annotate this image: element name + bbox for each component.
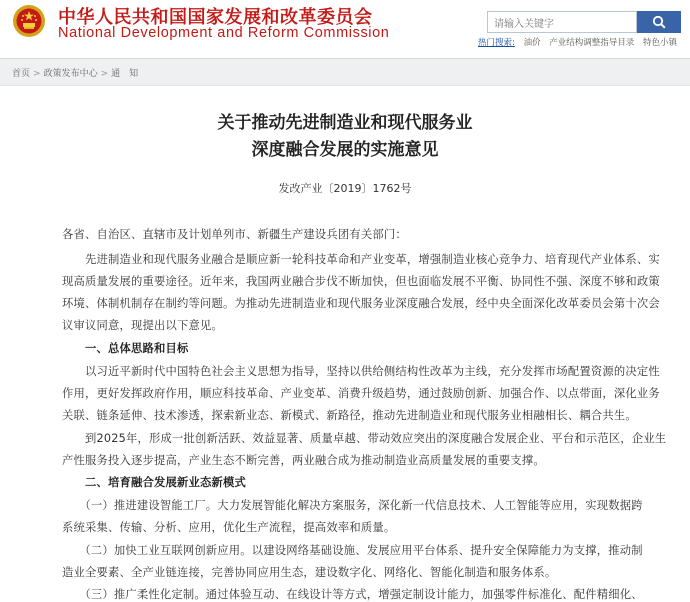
- paragraph-line: 以习近平新时代中国特色社会主义思想为指导，坚持以供给侧结构性改革为主线，充分发挥市场配置资源的决定性: [62, 365, 660, 378]
- hot-search: [478, 36, 688, 48]
- breadcrumb-separator: >: [100, 69, 109, 79]
- paragraph-line: 系统采集、传输、分析、应用，优化生产流程，提高效率和质量。: [62, 521, 396, 534]
- breadcrumb: [12, 66, 138, 79]
- breadcrumb-home[interactable]: 首页: [12, 69, 31, 79]
- paragraph-line: 作用，更好发挥政府作用，顺应科技革命、产业变革、消费升级趋势，通过鼓励创新、加强合作、以点带面，深化业务: [62, 387, 660, 400]
- breadcrumb-separator: >: [33, 69, 41, 79]
- breadcrumb-policy-center[interactable]: 政策发布中心: [43, 69, 98, 79]
- paragraph-line: （三）推广柔性化定制。通过体验互动、在线设计等方式，增强定制设计能力，加强零件标准化、配件精细化、: [62, 588, 643, 601]
- paragraph-line: （一）推进建设智能工厂。大力发展智能化解决方案服务，深化新一代信息技术、人工智能等应用，实现数据跨: [62, 499, 643, 512]
- hot-search-item[interactable]: 产业结构调整指导目录: [549, 38, 635, 48]
- paragraph-line: （二）加快工业互联网创新应用。以建设网络基础设施、发展应用平台体系、提升安全保障能力为支撑，推动制: [62, 544, 643, 557]
- paragraph-line: 产性服务投入逐步提高，产业生态不断完善，两业融合成为推动制造业高质量发展的重要支撑。: [62, 454, 545, 467]
- national-emblem-icon[interactable]: [12, 4, 46, 38]
- paragraph-line: 现高质量发展的重要途径。近年来，我国两业融合步伐不断加快，但也面临发展不平衡、协同性不强、深度不够和政策: [62, 275, 660, 288]
- site-title-cn[interactable]: 中华人民共和国国家发展和改革委员会: [58, 7, 373, 28]
- search-button[interactable]: [637, 11, 681, 33]
- document-title-line2: 深度融合发展的实施意见: [251, 140, 439, 160]
- paragraph-line: 到2025年，形成一批创新活跃、效益显著、质量卓越、带动效应突出的深度融合发展企业、平台和示范区，企业生: [62, 432, 667, 445]
- document-number: 发改产业〔2019〕1762号: [278, 182, 412, 195]
- paragraph-line: 先进制造业和现代服务业融合是顺应新一轮科技革命和产业变革，增强制造业核心竞争力、培育现代产业体系、实: [62, 253, 660, 266]
- paragraph-line: 环境、体制机制存在制约等问题。为推动先进制造业和现代服务业深度融合发展，经中央全面深化改革委员会第十次会: [62, 297, 660, 310]
- search-icon: [652, 15, 666, 29]
- breadcrumb-notice[interactable]: 通 知: [111, 69, 139, 79]
- site-header: [0, 0, 690, 55]
- document-title-line1: 关于推动先进制造业和现代服务业: [217, 113, 473, 133]
- hot-search-item[interactable]: 油价: [523, 38, 541, 48]
- paragraph-line: 关联、链条延伸、技术渗透，探索新业态、新模式、新路径，推动先进制造业和现代服务业相融相长、耦合共生。: [62, 409, 637, 422]
- site-title-en[interactable]: National Development and Reform Commission: [58, 25, 390, 41]
- salutation: 各省、自治区、直辖市及计划单列市、新疆生产建设兵团有关部门：: [62, 228, 407, 241]
- hot-search-label[interactable]: 热门搜索:: [478, 38, 515, 48]
- section-heading: 一、总体思路和目标: [62, 342, 189, 355]
- hot-search-item[interactable]: 特色小镇: [643, 38, 678, 48]
- paragraph-line: 议审议同意，现提出以下意见。: [62, 319, 223, 332]
- paragraph-line: 造业全要素、全产业链连接，完善协同应用生态，建设数字化、网络化、智能化制造和服务体系。: [62, 566, 557, 579]
- search-box[interactable]: [487, 11, 637, 33]
- section-heading: 二、培育融合发展新业态新模式: [62, 476, 246, 489]
- search-input[interactable]: [488, 15, 636, 35]
